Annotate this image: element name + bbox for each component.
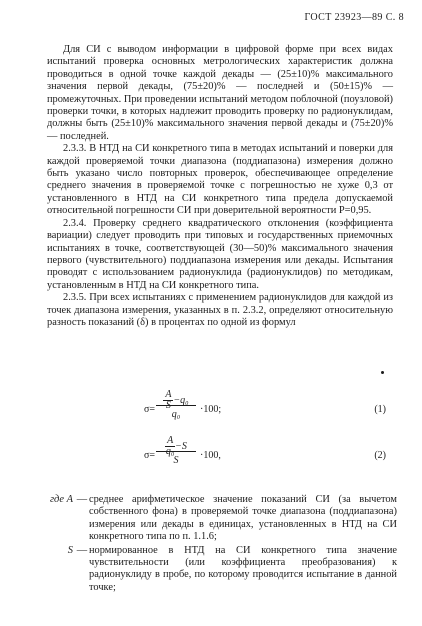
paragraph-2-3-5: 2.3.5. При всех испытаниях с применением радионуклидов для каждой из точек диапазона измерения, указанных в п. 2.3.2, определяют относительную разность показаний (δ) в процентах по одной из формул — [47, 292, 393, 328]
formula-minus-term: −q₀ — [173, 394, 189, 406]
formula-tail: ·100, — [200, 450, 221, 461]
formula-number: (1) — [374, 404, 386, 415]
definitions — [47, 494, 397, 595]
formula-lhs: σ= — [144, 404, 156, 415]
paragraph-2-3-3: 2.3.3. В НТД на СИ конкретного типа в методах испытаний и поверки для каждой проверяемой точки диапазона (поддиапазона) измерения должно быть указано число повторных проверок, обеспечивающее определение среднего значения в проверяемой точке с погрешностью не хуже 0,3 от установленного в НТД на СИ конкретного типа предела допускаемой относительной погрешности СИ при доверительной вероятности P=0,95. — [47, 143, 393, 217]
definition-s: S — нормированное в НТД на СИ конкретного типа значение чувствительности (или коэффициента преобразования) к радионуклиду в пробе, по которому проводится испытание в данной точке; — [47, 545, 397, 595]
formula-minus-term: −S — [175, 440, 187, 452]
definition-symbol: где A — [50, 494, 73, 505]
paragraph-2-3-4: 2.3.4. Проверку среднего квадратического отклонения (коэффициента вариации) следует проводить при типовых и государственных приемочных испытаниях в точке, соответствующей (30—50)% максимального значения первого (чувствительного) поддиапазона измерения или декады. Испытания проводят с использованием радионуклида (радионуклидов) по методикам, установленным в НТД на СИ конкретного типа. — [47, 217, 393, 291]
definition-a: где A — среднее арифметическое значение показаний СИ (за вычетом собственного фона) в проверяемой точке диапазона (поддиапазона) измерения или декады в единицах, установленных в НТД на СИ конкретного типа по п. 1.1.6; — [47, 494, 397, 544]
page-header: ГОСТ 23923—89 С. 8 — [304, 12, 404, 23]
definition-text: нормированное в НТД на СИ конкретного типа значение чувствительности (или коэффициента преобразования) к радионуклиду в пробе, по которому проводится испытание в данной точке; — [89, 544, 397, 593]
formula-inner-fraction: $\frac{A}{\text{q₀}}$ — [165, 435, 175, 457]
definition-symbol: S — [67, 544, 73, 556]
formula-2 — [0, 436, 422, 476]
formula-fraction — [156, 436, 196, 467]
definition-text: среднее арифметическое значение показаний СИ (за вычетом собственного фона) в проверяемой точке диапазона (поддиапазона) измерения или декады в единицах, установленных в НТД на СИ конкретного типа по п. 1.1.6; — [89, 494, 397, 543]
formula-1 — [0, 390, 422, 430]
body-text — [47, 44, 393, 329]
formula-lhs: σ= — [144, 450, 156, 461]
formula-denominator: q₀ — [171, 409, 181, 420]
formula-number: (2) — [374, 450, 386, 461]
formula-inner-fraction: $\frac{A}{S}$ — [165, 389, 172, 411]
stray-dot — [381, 371, 384, 374]
formula-denominator: S — [173, 455, 179, 466]
paragraph-digital-output: Для СИ с выводом информации в цифровой форме при всех видах испытаний проверка основных метрологических характеристик должна проводиться в одной точке каждой декады — (25±10)% максимального значения первой декады, (75±20)% — последней и (50±15)% — промежуточных. При проведении испытаний методом поблочной (поузловой) проверки точки, в которых надлежит проводить проверку по радионуклидам, должны быть (25±10)% максимального значения первой декады и (75±20)% — последней. — [47, 44, 393, 142]
formula-tail: ·100; — [200, 404, 222, 415]
formula-fraction — [156, 390, 196, 421]
